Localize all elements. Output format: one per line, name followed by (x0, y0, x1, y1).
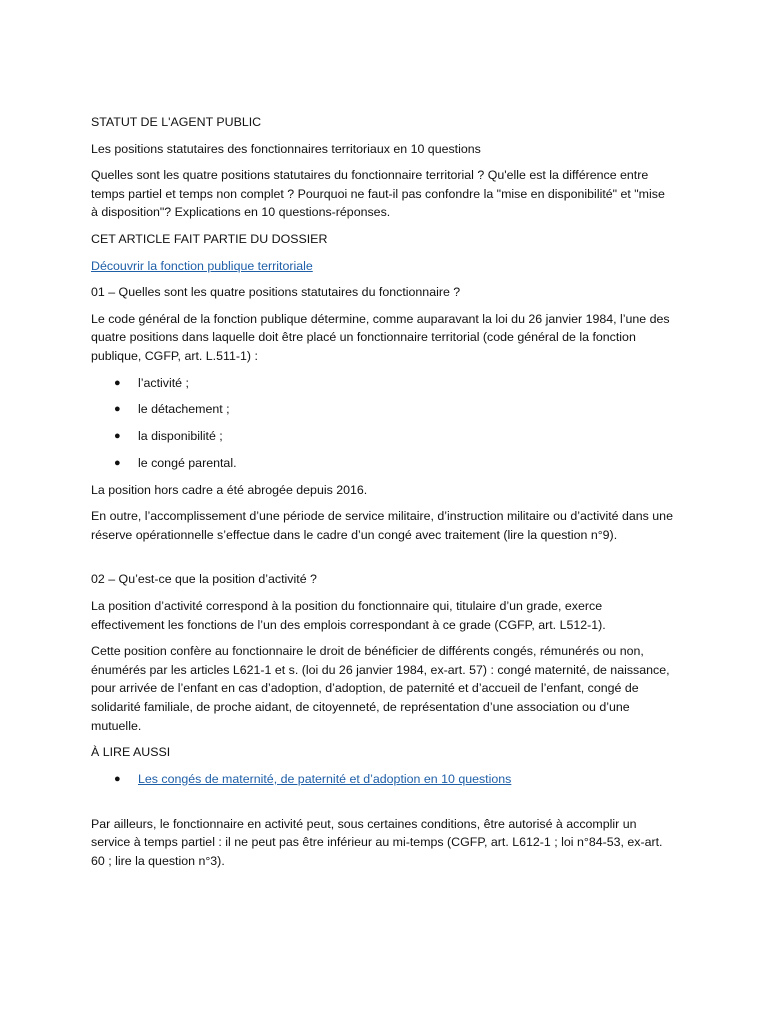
question-1-paragraph-3: En outre, l’accomplissement d’une période de service militaire, d’instruction militaire ou d’activité dans une réserve opérationnelle s’effectue dans le cadre d’un congé avec traitement (lire la question n°9). (91, 509, 673, 542)
bullet-icon: ● (114, 772, 121, 785)
question-1-paragraph-2: La position hors cadre a été abrogée depuis 2016. (91, 482, 368, 497)
list-item-text: l’activité ; (138, 375, 189, 390)
dossier-link[interactable]: Découvrir la fonction publique territoriale (91, 258, 313, 273)
section-spacer (91, 797, 673, 815)
list-item (91, 400, 673, 419)
dossier-link-paragraph (91, 257, 673, 276)
question-1-heading: 01 – Quelles sont les quatre positions statutaires du fonctionnaire ? (91, 285, 461, 300)
list-item (91, 374, 673, 393)
section-spacer (91, 552, 673, 570)
list-item-text: le congé parental. (138, 455, 237, 470)
list-item (91, 770, 673, 789)
see-also-link[interactable]: Les congés de maternité, de paternité et d’adoption en 10 questions (138, 771, 512, 786)
dossier-label: CET ARTICLE FAIT PARTIE DU DOSSIER (91, 231, 328, 246)
question-2-heading: 02 – Qu’est-ce que la position d’activité ? (91, 572, 317, 587)
see-also-list (91, 770, 673, 789)
question-2-paragraph-3: Par ailleurs, le fonctionnaire en activité peut, sous certaines conditions, être autorisé à accomplir un service à temps partiel : il ne peut pas être inférieur au mi-temps (CGFP, art. L612-1 ; loi n°84-53, ex-art. 60 ; lire la question n°3). (91, 816, 663, 868)
question-2-paragraph-2: Cette position confère au fonctionnaire le droit de bénéficier de différents congés, rémunérés ou non, énumérés par les articles L621-1 et s. (loi du 26 janvier 1984, ex-art. 57) : congé maternité, de naissance, pour arrivée de l’enfant en cas d’adoption, d’adoption, de paternité et d’accueil de l’enfant, congé de solidarité familiale, de proche aidant, de citoyenneté, de représentation d’une association ou d’une mutuelle. (91, 644, 670, 733)
bullet-icon: ● (114, 376, 121, 389)
list-item (91, 427, 673, 446)
bullet-icon: ● (114, 456, 121, 469)
list-item-text: la disponibilité ; (138, 429, 223, 444)
list-item (91, 454, 673, 473)
question-2-paragraph-1: La position d’activité correspond à la position du fonctionnaire qui, titulaire d’un grade, exerce effectivement les fonctions de l’un des emplois correspondant à ce grade (CGFP, art. L512-1). (91, 599, 606, 632)
bullet-icon: ● (114, 403, 121, 416)
bullet-icon: ● (114, 430, 121, 443)
see-also-label: À LIRE AUSSI (91, 745, 171, 760)
positions-list (91, 374, 673, 473)
question-1-paragraph-1: Le code général de la fonction publique détermine, comme auparavant la loi du 26 janvier 1984, l’une des quatre positions dans laquelle doit être placé un fonctionnaire territorial (code général de la fonction publique, CGFP, art. L.511-1) : (91, 311, 670, 363)
document-title: Les positions statutaires des fonctionnaires territoriaux en 10 questions (91, 141, 481, 156)
document-page (91, 113, 673, 878)
list-item-text: le détachement ; (138, 402, 230, 417)
intro-paragraph: Quelles sont les quatre positions statutaires du fonctionnaire territorial ? Qu'elle est la différence entre temps partiel et temps non complet ? Pourquoi ne faut-il pas confondre la "mise en disponibilité" et "mise à disposition"? Explications en 10 questions-réponses. (91, 168, 665, 220)
document-header: STATUT DE L'AGENT PUBLIC (91, 115, 262, 129)
